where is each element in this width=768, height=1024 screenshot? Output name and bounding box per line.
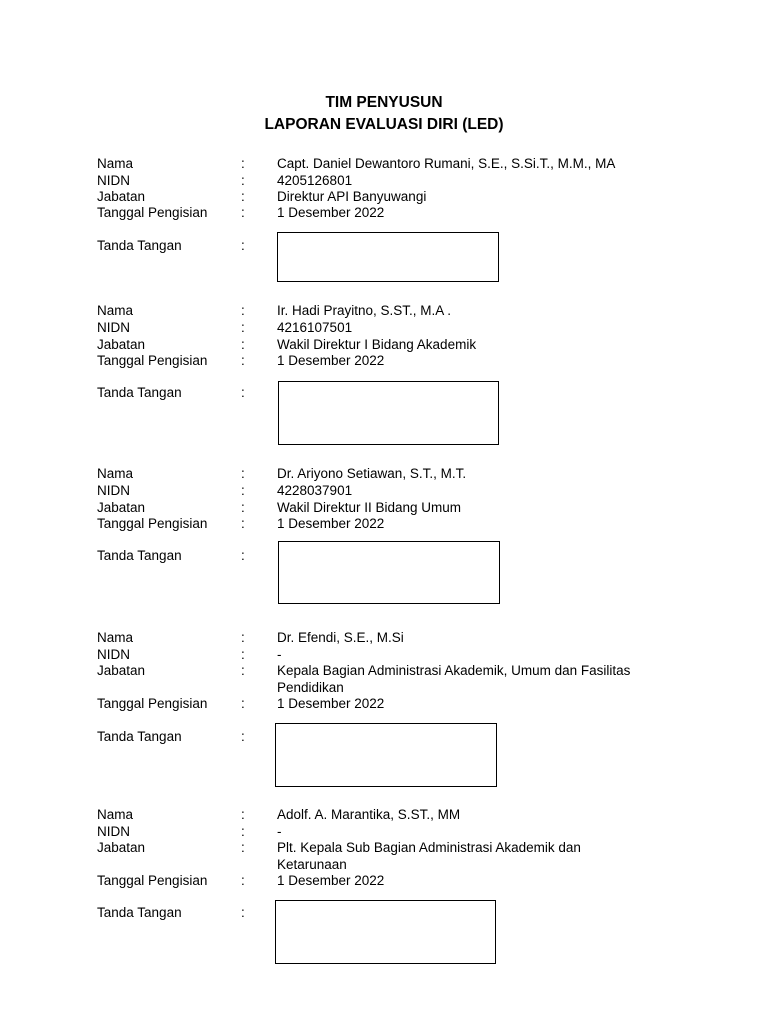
colon: : xyxy=(241,303,245,318)
jabatan-value: Wakil Direktur I Bidang Akademik xyxy=(277,337,477,352)
nama-value: Ir. Hadi Prayitno, S.ST., M.A . xyxy=(277,303,452,318)
nidn-label: NIDN xyxy=(97,483,130,498)
colon: : xyxy=(241,337,245,352)
colon: : xyxy=(241,205,245,220)
tanggal-value: 1 Desember 2022 xyxy=(277,353,385,368)
tanggal-value: 1 Desember 2022 xyxy=(277,205,385,220)
tanggal-label: Tanggal Pengisian xyxy=(97,696,208,711)
colon: : xyxy=(241,807,245,822)
jabatan-value: Direktur API Banyuwangi xyxy=(277,189,427,204)
nama-value: Dr. Ariyono Setiawan, S.T., M.T. xyxy=(277,466,467,481)
colon: : xyxy=(241,696,245,711)
nama-label: Nama xyxy=(97,807,134,822)
ttd-label: Tanda Tangan xyxy=(97,385,182,400)
colon: : xyxy=(241,483,245,498)
jabatan-value: Plt. Kepala Sub Bagian Administrasi Akademik dan Ketarunaan xyxy=(277,840,581,872)
colon: : xyxy=(241,905,245,920)
nama-value: Adolf. A. Marantika, S.ST., MM xyxy=(277,807,461,822)
nidn-value: 4228037901 xyxy=(277,483,353,498)
nidn-label: NIDN xyxy=(97,824,130,839)
colon: : xyxy=(241,238,245,253)
document-subtitle: LAPORAN EVALUASI DIRI (LED) xyxy=(264,116,504,133)
nama-label: Nama xyxy=(97,630,134,645)
tanggal-value: 1 Desember 2022 xyxy=(277,516,385,531)
colon: : xyxy=(241,353,245,368)
nidn-value: - xyxy=(277,824,282,839)
colon: : xyxy=(241,516,245,531)
tanggal-value: 1 Desember 2022 xyxy=(277,696,385,711)
colon: : xyxy=(241,630,245,645)
colon: : xyxy=(241,320,245,335)
tanggal-value: 1 Desember 2022 xyxy=(277,873,385,888)
nidn-label: NIDN xyxy=(97,173,130,188)
nama-value: Capt. Daniel Dewantoro Rumani, S.E., S.Si.T., M.M., MA xyxy=(277,156,616,171)
signature-box[interactable] xyxy=(278,541,500,604)
jabatan-value: Kepala Bagian Administrasi Akademik, Umum dan Fasilitas Pendidikan xyxy=(277,663,631,695)
jabatan-value: Wakil Direktur II Bidang Umum xyxy=(277,500,462,515)
colon: : xyxy=(241,840,245,855)
jabatan-label: Jabatan xyxy=(97,337,146,352)
nama-label: Nama xyxy=(97,156,134,171)
jabatan-label: Jabatan xyxy=(97,840,146,855)
nama-value: Dr. Efendi, S.E., M.Si xyxy=(277,630,404,645)
signature-box[interactable] xyxy=(275,723,497,787)
tanggal-label: Tanggal Pengisian xyxy=(97,205,208,220)
ttd-label: Tanda Tangan xyxy=(97,905,182,920)
nama-label: Nama xyxy=(97,466,134,481)
signature-box[interactable] xyxy=(278,381,499,445)
nidn-value: - xyxy=(277,647,282,662)
nidn-value: 4205126801 xyxy=(277,173,353,188)
colon: : xyxy=(241,466,245,481)
jabatan-label: Jabatan xyxy=(97,663,146,678)
tanggal-label: Tanggal Pengisian xyxy=(97,353,208,368)
nidn-value: 4216107501 xyxy=(277,320,353,335)
colon: : xyxy=(241,647,245,662)
colon: : xyxy=(241,173,245,188)
signature-box[interactable] xyxy=(277,232,499,282)
colon: : xyxy=(241,500,245,515)
jabatan-label: Jabatan xyxy=(97,189,146,204)
ttd-label: Tanda Tangan xyxy=(97,238,182,253)
ttd-label: Tanda Tangan xyxy=(97,729,182,744)
colon: : xyxy=(241,548,245,563)
nidn-label: NIDN xyxy=(97,647,130,662)
colon: : xyxy=(241,156,245,171)
tanggal-label: Tanggal Pengisian xyxy=(97,873,208,888)
signature-box[interactable] xyxy=(275,900,496,964)
nama-label: Nama xyxy=(97,303,134,318)
tanggal-label: Tanggal Pengisian xyxy=(97,516,208,531)
colon: : xyxy=(241,729,245,744)
colon: : xyxy=(241,824,245,839)
document-title: TIM PENYUSUN xyxy=(325,94,443,111)
colon: : xyxy=(241,189,245,204)
jabatan-label: Jabatan xyxy=(97,500,146,515)
ttd-label: Tanda Tangan xyxy=(97,548,182,563)
colon: : xyxy=(241,385,245,400)
colon: : xyxy=(241,663,245,678)
nidn-label: NIDN xyxy=(97,320,130,335)
colon: : xyxy=(241,873,245,888)
